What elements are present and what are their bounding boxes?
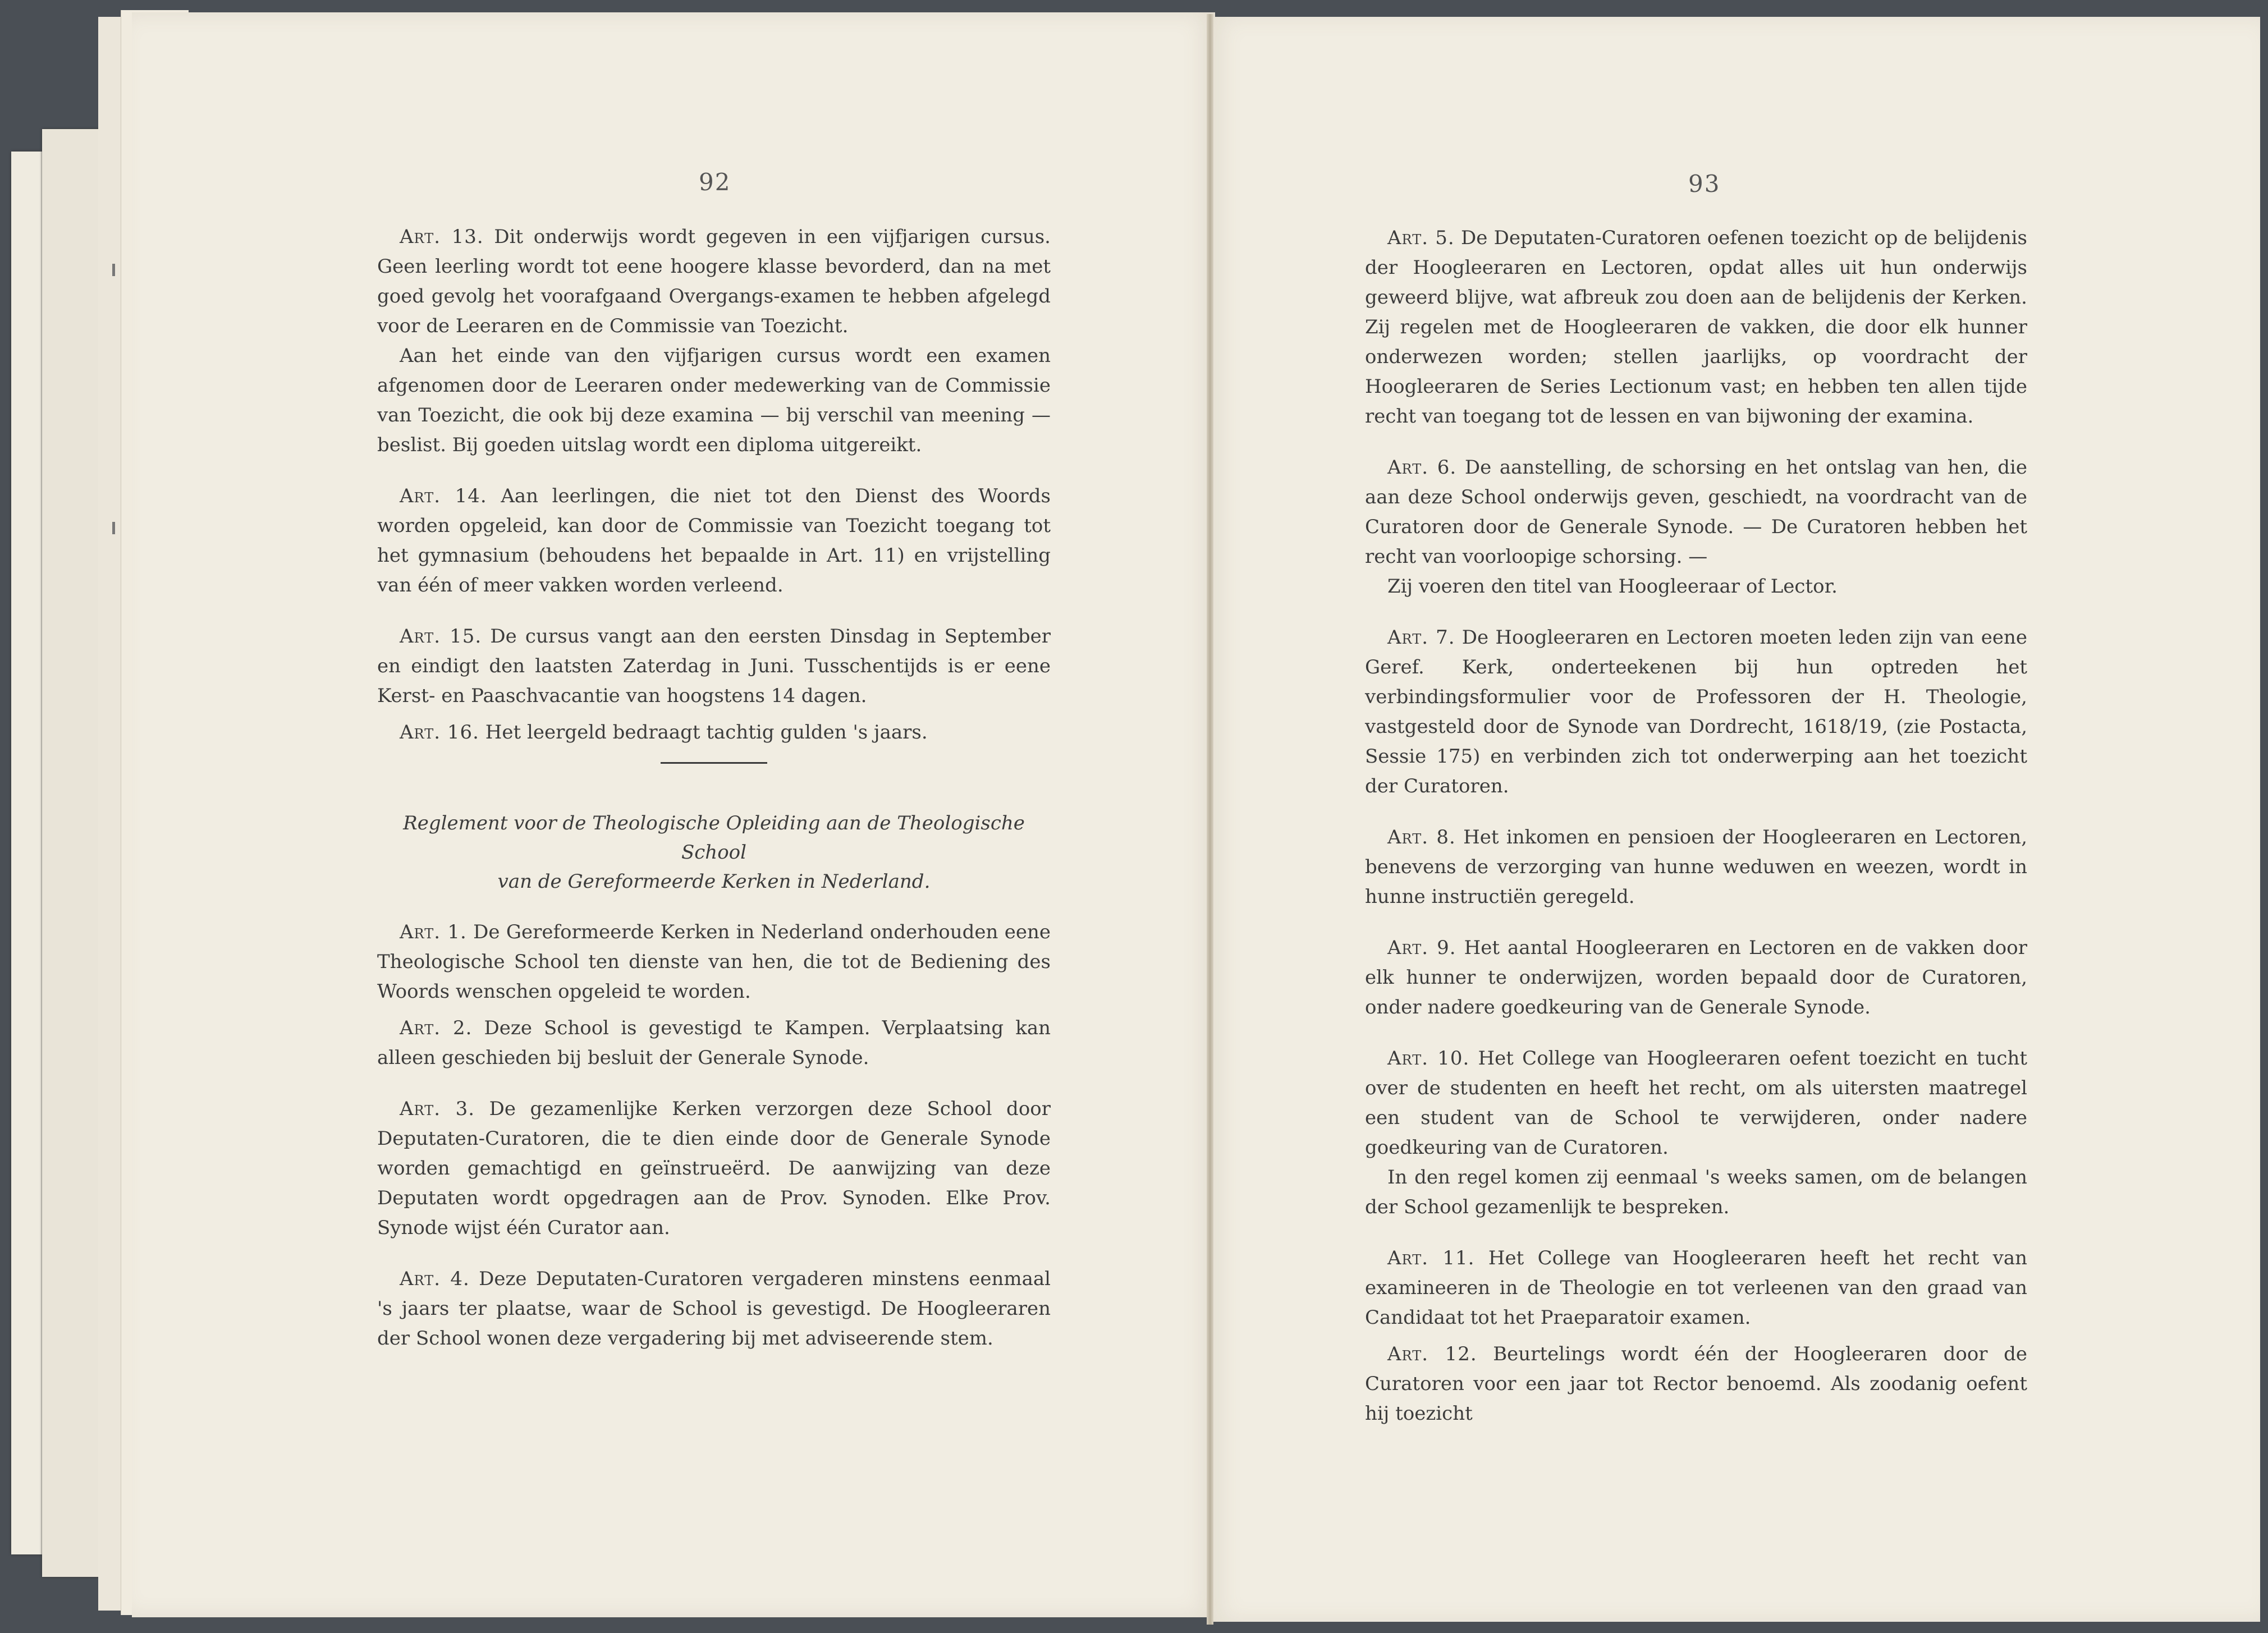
article-3 (377, 1094, 1051, 1243)
article-text: Het College van Hoogleeraren heeft het recht van examineeren in de Theologie en tot verleenen van den graad van Candidaat tot het Praeparatoir examen. (1365, 1247, 2028, 1329)
article-label: Art. 14. (400, 485, 487, 507)
article-text: De cursus vangt aan den eersten Dinsdag in September en eindigt den laatsten Zaterdag in Juni. Tusschentijds is er eene Kerst- en Paaschvacantie van hoogstens 14 dagen. (377, 625, 1051, 707)
article-4 (377, 1264, 1051, 1354)
book-gutter (1207, 14, 1213, 1625)
heading-line: van de Gereformeerde Kerken in Nederland. (497, 870, 931, 893)
article-label: Art. 7. (1387, 626, 1455, 649)
article-text: Het College van Hoogleeraren oefent toezicht en tucht over de studenten en heeft het recht, om als uitersten maatregel een student van de School te verwijderen, onder nadere goedkeuring van de Curatoren. (1365, 1047, 2028, 1159)
article-6 (1365, 453, 2027, 572)
article-11 (1365, 1244, 2027, 1333)
article-label: Art. 6. (1387, 456, 1457, 479)
page-number: 93 (1688, 170, 1721, 198)
article-text: De gezamenlijke Kerken verzorgen deze School door Deputaten-Curatoren, die te dien einde door de Generale Synode worden gemachtigd en geïnstrueërd. De aanwijzing van deze Deputaten wordt opgedragen aan de Prov. Synoden. Elke Prov. Synode wijst één Curator aan. (377, 1098, 1051, 1239)
article-2 (377, 1013, 1051, 1073)
article-text: De aanstelling, de schorsing en het ontslag van hen, die aan deze School onderwijs geven, geschiedt, na voordracht van de Curatoren door de Generale Synode. — De Curatoren hebben het recht van voorloopige schorsing. — (1365, 456, 2028, 568)
heading-line: Reglement voor de Theologische Opleiding aan de Theologische School (403, 812, 1025, 864)
article-10-continued: In den regel komen zij eenmaal 's weeks samen, om de belangen der School gezamenlijk te bespreken. (1365, 1166, 2027, 1218)
article-6-continued: Zij voeren den titel van Hoogleeraar of Lector. (1387, 575, 1838, 598)
article-15 (377, 622, 1051, 711)
page-number: 92 (699, 168, 731, 196)
article-text: Deze Deputaten-Curatoren vergaderen minstens eenmaal 's jaars ter plaatse, waar de School is gevestigd. De Hoogleeraren der School wonen deze vergadering bij met adviseerende stem. (377, 1268, 1051, 1350)
article-text: Beurtelings wordt één der Hoogleeraren door de Curatoren voor een jaar tot Rector benoemd. Als zoodanig oefent hij toezicht (1365, 1343, 2027, 1425)
article-text: Deze School is gevestigd te Kampen. Verplaatsing kan alleen geschieden bij besluit der Generale Synode. (377, 1017, 1051, 1069)
article-text: Het aantal Hoogleeraren en Lectoren en de vakken door elk hunner te onderwijzen, worden bepaald door de Curatoren, onder nadere goedkeuring van de Generale Synode. (1365, 937, 2028, 1019)
article-text: Het inkomen en pensioen der Hoogleeraren en Lectoren, benevens de verzorging van hunne weduwen en weezen, wordt in hunne instructiën geregeld. (1365, 826, 2028, 908)
article-5 (1365, 223, 2027, 432)
article-13-continued: Aan het einde van den vijfjarigen cursus wordt een examen afgenomen door de Leeraren onder medewerking van de Commissie van Toezicht, die ook bij deze examina — bij verschil van meening — beslist. Bij goeden uitslag wordt een diploma uitgereikt. (377, 345, 1051, 456)
article-label: Art. 15. (400, 625, 482, 648)
article-label: Art. 8. (1387, 826, 1456, 848)
article-text: Het leergeld bedraagt tachtig gulden 's jaars. (485, 721, 928, 744)
article-8 (1365, 823, 2027, 912)
article-text: De Gereformeerde Kerken in Nederland onderhouden eene Theologische School ten dienste van hen, die tot de Bediening des Woords wenschen opgeleid te worden. (377, 921, 1051, 1003)
binding-mark (112, 264, 115, 276)
article-text: Dit onderwijs wordt gegeven in een vijfjarigen cursus. Geen leerling wordt tot eene hoogere klasse bevorderd, dan na met goed gevolg het voorafgaand Overgangs-examen te hebben afgelegd voor de Leeraren en de Commissie van Toezicht. (377, 226, 1051, 337)
article-label: Art. 3. (400, 1098, 475, 1120)
article-label: Art. 5. (1387, 227, 1455, 249)
section-divider (661, 762, 767, 764)
article-16 (377, 718, 1051, 747)
article-label: Art. 10. (1387, 1047, 1470, 1070)
left-column (377, 222, 1051, 1354)
article-label: Art. 12. (1387, 1343, 1477, 1365)
article-9 (1365, 933, 2027, 1022)
article-1 (377, 918, 1051, 1007)
article-13 (377, 222, 1051, 341)
binding-mark (112, 522, 115, 534)
article-label: Art. 9. (1387, 937, 1456, 959)
article-label: Art. 13. (400, 226, 484, 248)
article-7 (1365, 623, 2027, 801)
article-label: Art. 1. (400, 921, 467, 943)
article-text: De Hoogleeraren en Lectoren moeten leden zijn van eene Geref. Kerk, onderteekenen bij hun optreden het verbindingsformulier voor de Professoren der H. Theologie, vastgesteld door de Synode van Dordrecht, 1618/19, (zie Postacta, Sessie 175) en verbinden zich tot onderwerping aan het toezicht der Curatoren. (1365, 626, 2027, 797)
article-label: Art. 16. (400, 721, 479, 744)
article-label: Art. 4. (400, 1268, 470, 1290)
article-12 (1365, 1340, 2027, 1429)
article-label: Art. 11. (1387, 1247, 1475, 1269)
article-text: De Deputaten-Curatoren oefenen toezicht op de belijdenis der Hoogleeraren en Lectoren, opdat alles uit hun onderwijs geweerd blijve, wat afbreuk zou doen aan de belijdenis der Kerken. Zij regelen met de Hoogleeraren de vakken, die door elk hunner onderwezen worden; stellen jaarlijks, op voordracht der Hoogleeraren de Series Lectionum vast; en hebben ten allen tijde recht van toegang tot de lessen en van bijwoning der examina. (1365, 227, 2028, 428)
right-column (1365, 223, 2027, 1429)
article-text: Aan leerlingen, die niet tot den Dienst des Woords worden opgeleid, kan door de Commissie van Toezicht toegang tot het gymnasium (behoudens het bepaalde in Art. 11) en vrijstelling van één of meer vakken worden verleend. (377, 485, 1051, 597)
article-14 (377, 481, 1051, 600)
article-label: Art. 2. (400, 1017, 473, 1039)
section-heading (377, 809, 1051, 896)
article-10 (1365, 1044, 2027, 1163)
